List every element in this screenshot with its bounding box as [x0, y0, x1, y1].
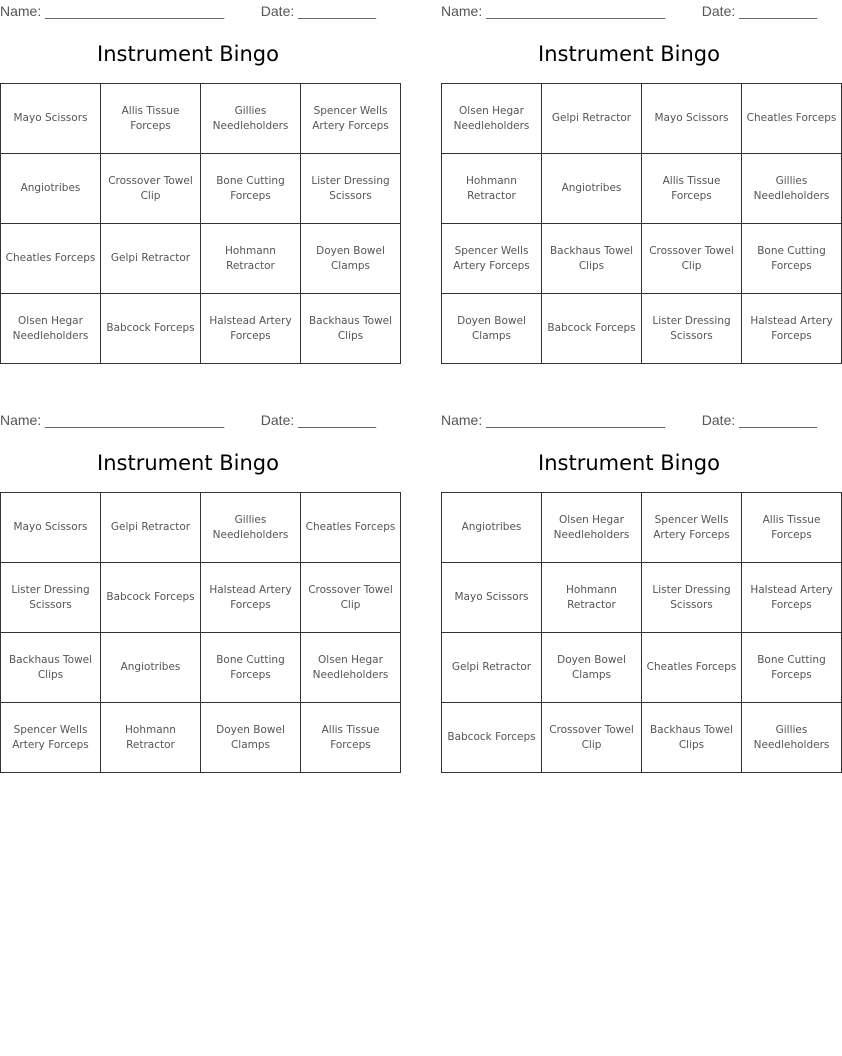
bingo-cell: Bone Cutting Forceps: [742, 224, 842, 294]
bingo-cell: Babcock Forceps: [101, 294, 201, 364]
bingo-cell: Backhaus Towel Clips: [1, 633, 101, 703]
bingo-cell: Hohmann Retractor: [101, 703, 201, 773]
bingo-cell: Gelpi Retractor: [542, 84, 642, 154]
card-title: Instrument Bingo: [97, 451, 279, 475]
bingo-grid: [0, 83, 401, 364]
grid-row: [442, 154, 842, 224]
bingo-cell: Mayo Scissors: [1, 493, 101, 563]
bingo-cell: Allis Tissue Forceps: [742, 493, 842, 563]
bingo-cell: Bone Cutting Forceps: [742, 633, 842, 703]
bingo-cell: Cheatles Forceps: [1, 224, 101, 294]
bingo-cell: Crossover Towel Clip: [301, 563, 401, 633]
grid-row: [442, 633, 842, 703]
grid-row: [1, 563, 401, 633]
bingo-cell: Lister Dressing Scissors: [642, 563, 742, 633]
bingo-cell: Hohmann Retractor: [442, 154, 542, 224]
bingo-cell: Bone Cutting Forceps: [201, 154, 301, 224]
name-line: Name: _______________________: [441, 412, 666, 428]
bingo-cell: Olsen Hegar Needleholders: [1, 294, 101, 364]
bingo-cell: Mayo Scissors: [442, 563, 542, 633]
bingo-cell: Spencer Wells Artery Forceps: [1, 703, 101, 773]
bingo-cell: Halstead Artery Forceps: [742, 563, 842, 633]
grid-row: [442, 224, 842, 294]
bingo-cell: Mayo Scissors: [642, 84, 742, 154]
bingo-cell: Cheatles Forceps: [301, 493, 401, 563]
bingo-grid: [0, 492, 401, 773]
grid-row: [442, 703, 842, 773]
bingo-cell: Backhaus Towel Clips: [542, 224, 642, 294]
grid-row: [1, 493, 401, 563]
bingo-cell: Gillies Needleholders: [201, 84, 301, 154]
bingo-cell: Allis Tissue Forceps: [301, 703, 401, 773]
bingo-cell: Gillies Needleholders: [201, 493, 301, 563]
bingo-cell: Crossover Towel Clip: [642, 224, 742, 294]
bingo-cell: Olsen Hegar Needleholders: [442, 84, 542, 154]
bingo-cell: Doyen Bowel Clamps: [301, 224, 401, 294]
grid-row: [442, 294, 842, 364]
bingo-cell: Crossover Towel Clip: [101, 154, 201, 224]
bingo-cell: Babcock Forceps: [101, 563, 201, 633]
card-title: Instrument Bingo: [538, 42, 720, 66]
grid-row: [1, 154, 401, 224]
bingo-cell: Gelpi Retractor: [442, 633, 542, 703]
grid-row: [1, 703, 401, 773]
bingo-cell: Gillies Needleholders: [742, 703, 842, 773]
bingo-cell: Halstead Artery Forceps: [201, 563, 301, 633]
bingo-cell: Spencer Wells Artery Forceps: [301, 84, 401, 154]
grid-row: [1, 294, 401, 364]
bingo-card-4: [441, 409, 833, 785]
grid-row: [442, 84, 842, 154]
bingo-cell: Crossover Towel Clip: [542, 703, 642, 773]
bingo-cell: Bone Cutting Forceps: [201, 633, 301, 703]
bingo-cell: Doyen Bowel Clamps: [542, 633, 642, 703]
bingo-cell: Angiotribes: [442, 493, 542, 563]
grid-row: [1, 224, 401, 294]
bingo-cell: Olsen Hegar Needleholders: [301, 633, 401, 703]
bingo-cell: Angiotribes: [542, 154, 642, 224]
bingo-card-1: [0, 0, 393, 376]
card-title: Instrument Bingo: [538, 451, 720, 475]
bingo-cell: Lister Dressing Scissors: [642, 294, 742, 364]
bingo-cell: Spencer Wells Artery Forceps: [442, 224, 542, 294]
card-header: [441, 1, 817, 21]
bingo-cell: Babcock Forceps: [442, 703, 542, 773]
bingo-cell: Mayo Scissors: [1, 84, 101, 154]
date-line: Date: __________: [701, 412, 817, 428]
name-line: Name: _______________________: [441, 3, 666, 19]
bingo-cell: Cheatles Forceps: [642, 633, 742, 703]
bingo-cell: Halstead Artery Forceps: [742, 294, 842, 364]
bingo-cell: Angiotribes: [101, 633, 201, 703]
bingo-card-3: [0, 409, 396, 785]
date-line: Date: __________: [260, 3, 376, 19]
grid-row: [442, 563, 842, 633]
bingo-cell: Backhaus Towel Clips: [642, 703, 742, 773]
bingo-cell: Doyen Bowel Clamps: [201, 703, 301, 773]
card-header: [441, 410, 817, 430]
name-line: Name: _______________________: [0, 412, 225, 428]
bingo-cell: Lister Dressing Scissors: [1, 563, 101, 633]
bingo-cell: Babcock Forceps: [542, 294, 642, 364]
bingo-cell: Doyen Bowel Clamps: [442, 294, 542, 364]
bingo-grid: [441, 492, 842, 773]
bingo-cell: Angiotribes: [1, 154, 101, 224]
grid-row: [442, 493, 842, 563]
grid-row: [1, 84, 401, 154]
bingo-cell: Gelpi Retractor: [101, 224, 201, 294]
bingo-cell: Allis Tissue Forceps: [101, 84, 201, 154]
card-title: Instrument Bingo: [97, 42, 279, 66]
bingo-cell: Gelpi Retractor: [101, 493, 201, 563]
bingo-cell: Cheatles Forceps: [742, 84, 842, 154]
card-header: [0, 1, 376, 21]
date-line: Date: __________: [260, 412, 376, 428]
bingo-cell: Halstead Artery Forceps: [201, 294, 301, 364]
bingo-cell: Hohmann Retractor: [201, 224, 301, 294]
bingo-cell: Allis Tissue Forceps: [642, 154, 742, 224]
bingo-cell: Lister Dressing Scissors: [301, 154, 401, 224]
bingo-cell: Backhaus Towel Clips: [301, 294, 401, 364]
name-line: Name: _______________________: [0, 3, 225, 19]
bingo-cell: Spencer Wells Artery Forceps: [642, 493, 742, 563]
bingo-grid: [441, 83, 842, 364]
bingo-cell: Gillies Needleholders: [742, 154, 842, 224]
grid-row: [1, 633, 401, 703]
date-line: Date: __________: [701, 3, 817, 19]
bingo-cell: Hohmann Retractor: [542, 563, 642, 633]
bingo-card-2: [441, 0, 837, 376]
card-header: [0, 410, 376, 430]
bingo-cell: Olsen Hegar Needleholders: [542, 493, 642, 563]
